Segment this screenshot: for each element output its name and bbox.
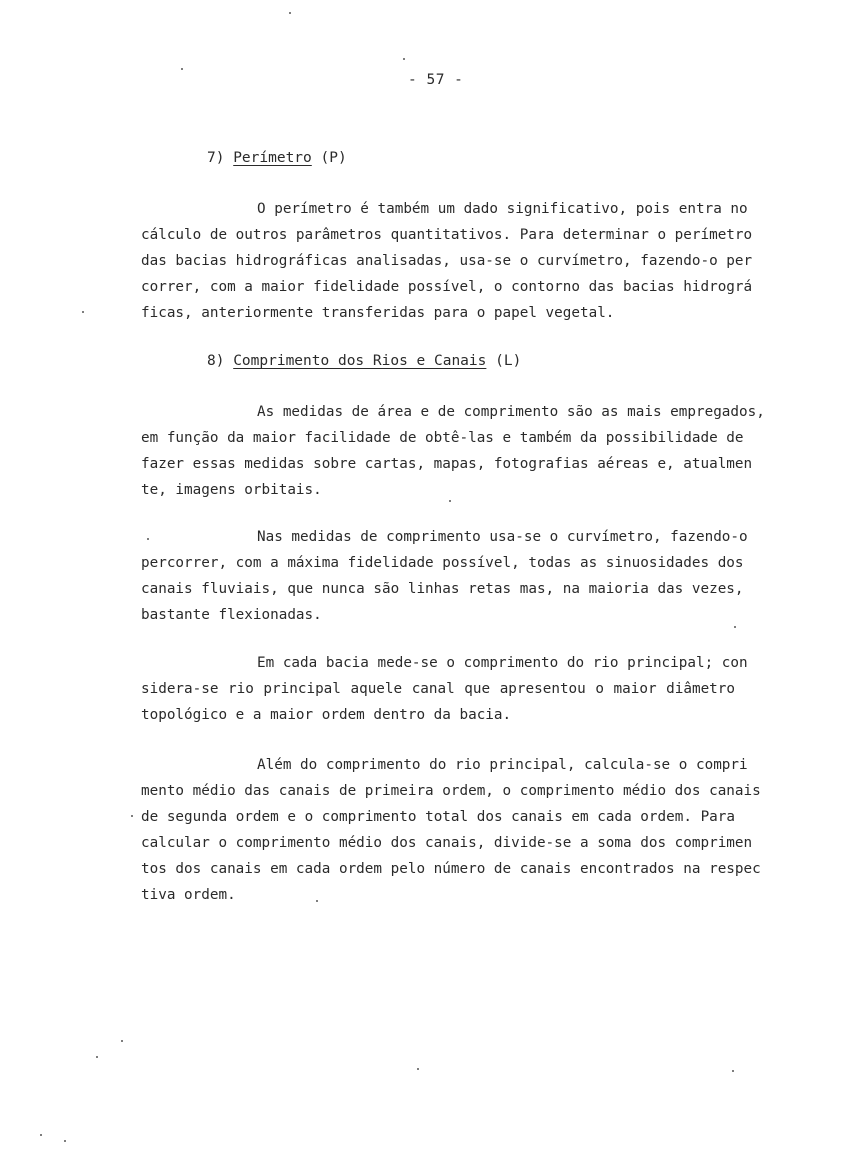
paragraph-comprimento-medio	[141, 752, 761, 908]
section-symbol: (P)	[320, 150, 347, 166]
section-number: 8)	[207, 353, 225, 369]
text-line: topológico e a maior ordem dentro da bacia.	[141, 707, 512, 723]
section-heading-comprimento	[207, 353, 521, 369]
scan-speck	[403, 58, 405, 60]
text-line: mento médio das canais de primeira ordem, o comprimento médio dos canais	[141, 783, 761, 799]
paragraph-medidas	[141, 399, 765, 503]
text-line: Em cada bacia mede-se o comprimento do rio principal; con	[257, 655, 748, 671]
section-title: Perímetro	[233, 150, 312, 166]
text-line: Nas medidas de comprimento usa-se o curvímetro, fazendo-o	[257, 529, 748, 545]
scan-speck	[64, 1140, 66, 1142]
text-line: tos dos canais em cada ordem pelo número de canais encontrados na respec	[141, 861, 761, 877]
scan-speck	[734, 626, 736, 628]
text-line: de segunda ordem e o comprimento total dos canais em cada ordem. Para	[141, 809, 735, 825]
text-line: te, imagens orbitais.	[141, 482, 322, 498]
text-line: correr, com a maior fidelidade possível, o contorno das bacias hidrográ	[141, 279, 753, 295]
scan-speck	[316, 900, 318, 902]
text-line: canais fluviais, que nunca são linhas retas mas, na maioria das vezes,	[141, 581, 744, 597]
paragraph-perimetro	[141, 196, 753, 326]
text-line: calcular o comprimento médio dos canais, divide-se a soma dos comprimen	[141, 835, 753, 851]
section-number: 7)	[207, 150, 225, 166]
scan-speck	[181, 68, 183, 70]
paragraph-rio-principal	[141, 650, 748, 728]
scan-speck	[449, 500, 451, 502]
scan-speck	[96, 1056, 98, 1058]
text-line: das bacias hidrográficas analisadas, usa-se o curvímetro, fazendo-o per	[141, 253, 753, 269]
scan-speck	[131, 815, 133, 817]
section-heading-perimetro	[207, 150, 347, 166]
text-line: tiva ordem.	[141, 887, 236, 903]
text-line: em função da maior facilidade de obtê-las e também da possibilidade de	[141, 430, 744, 446]
text-line: As medidas de área e de comprimento são as mais empregados,	[257, 404, 765, 420]
text-line: Além do comprimento do rio principal, calcula-se o compri	[257, 757, 748, 773]
section-symbol: (L)	[495, 353, 522, 369]
scan-speck	[732, 1070, 734, 1072]
scan-speck	[82, 311, 84, 313]
text-line: percorrer, com a máxima fidelidade possível, todas as sinuosidades dos	[141, 555, 744, 571]
text-line: sidera-se rio principal aquele canal que apresentou o maior diâmetro	[141, 681, 735, 697]
scan-speck	[40, 1134, 42, 1136]
text-line: fazer essas medidas sobre cartas, mapas, fotografias aéreas e, atualmen	[141, 456, 753, 472]
text-line: bastante flexionadas.	[141, 607, 322, 623]
text-line: ficas, anteriormente transferidas para o papel vegetal.	[141, 305, 615, 321]
text-line: cálculo de outros parâmetros quantitativos. Para determinar o perímetro	[141, 227, 753, 243]
scan-speck	[289, 12, 291, 14]
paragraph-curvimetro	[141, 524, 748, 628]
text-line: O perímetro é também um dado significativo, pois entra no	[257, 201, 748, 217]
scan-speck	[121, 1040, 123, 1042]
scan-speck	[147, 538, 149, 540]
page-number: - 57 -	[408, 72, 464, 88]
section-title: Comprimento dos Rios e Canais	[233, 353, 487, 369]
scan-speck	[417, 1068, 419, 1070]
